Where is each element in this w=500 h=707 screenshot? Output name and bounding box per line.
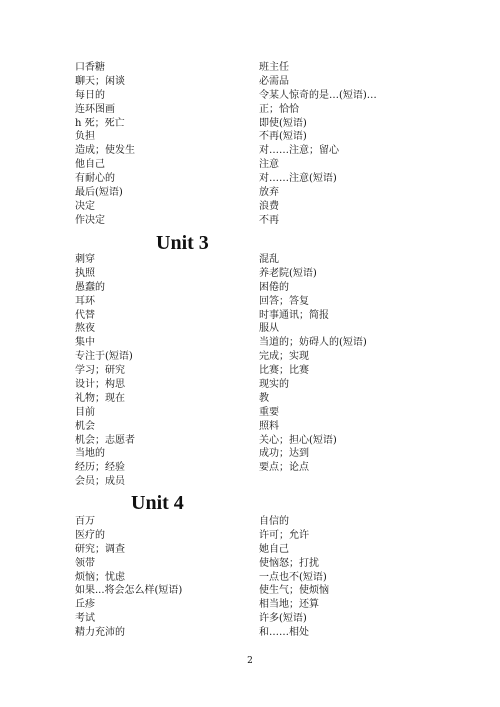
unit4-chinese-list-right (259, 515, 329, 640)
vocab-entry: 礼物；现在 (75, 392, 125, 404)
vocab-entry: 集中 (75, 337, 95, 349)
vocab-entry: 对……注意(短语) (259, 173, 337, 185)
vocab-entry: 使恼怒；打扰 (259, 557, 319, 569)
vocab-entry: 正；恰恰 (259, 103, 299, 115)
vocab-entry: 当地的 (75, 448, 105, 460)
vocab-entry: 负担 (75, 131, 95, 143)
unit2-chinese-list-right (259, 61, 377, 228)
unit-3-heading: Unit 3 (156, 232, 209, 254)
unit-4-heading: Unit 4 (131, 492, 184, 514)
vocab-entry: 熬夜 (75, 323, 95, 335)
vocab-entry: 代替 (75, 309, 95, 321)
vocab-entry: 作决定 (75, 214, 105, 226)
vocab-entry: 她自己 (259, 543, 289, 555)
vocab-entry: 执照 (75, 267, 95, 279)
vocab-entry: 聊天；闲谈 (75, 75, 125, 87)
vocab-entry: 愚蠢的 (75, 281, 105, 293)
vocab-entry: 机会；志愿者 (75, 434, 135, 446)
vocab-entry: 经历；经验 (75, 462, 125, 474)
vocab-entry: 回答；答复 (259, 295, 309, 307)
vocab-entry: 百万 (75, 516, 95, 527)
vocab-entry: 相当地；还算 (259, 599, 319, 611)
vocab-entry: 精力充沛的 (75, 627, 125, 639)
vocab-entry: 连环图画 (75, 103, 115, 115)
vocab-entry: 当道的；妨碍人的(短语) (259, 337, 367, 349)
unit4-chinese-list-left (75, 515, 182, 640)
vocab-entry: 放弃 (259, 187, 279, 199)
vocab-entry: 比赛；比赛 (259, 365, 309, 377)
unit3-chinese-list-left (75, 253, 135, 489)
vocab-entry: 医疗的 (75, 529, 105, 541)
vocab-entry: 设计；构思 (75, 379, 125, 391)
vocab-entry: 不再 (259, 214, 279, 226)
vocab-entry: 学习；研究 (75, 365, 125, 377)
vocab-entry: 决定 (75, 200, 95, 212)
vocab-entry: 重要 (259, 406, 279, 418)
vocab-entry: 许多(短语) (259, 613, 307, 625)
vocab-entry: 浪费 (259, 200, 279, 212)
vocab-entry: 他自己 (75, 159, 105, 171)
vocab-entry: 许可；允许 (259, 529, 309, 541)
vocab-entry: 和……相处 (259, 627, 309, 639)
vocab-entry: 机会 (75, 420, 95, 432)
vocab-entry: 要点；论点 (259, 462, 309, 474)
vocab-entry: h 死；死亡 (75, 117, 125, 129)
vocab-entry: 自信的 (259, 516, 289, 527)
vocab-entry: 必需品 (259, 75, 289, 87)
vocab-entry: 使生气；使烦恼 (259, 585, 329, 597)
vocab-entry: 照料 (259, 420, 279, 432)
vocab-entry: 烦恼；忧虑 (75, 571, 125, 583)
vocab-entry: 耳环 (75, 295, 95, 307)
vocab-entry: 现实的 (259, 379, 289, 391)
vocab-entry: 考试 (75, 613, 95, 625)
unit3-chinese-list-right (259, 253, 367, 475)
vocab-entry: 刺穿 (75, 254, 95, 265)
vocab-entry: 养老院(短语) (259, 267, 317, 279)
vocab-entry: 不再(短语) (259, 131, 307, 143)
vocab-entry: 注意 (259, 159, 279, 171)
vocab-entry: 对……注意；留心 (259, 145, 339, 157)
vocab-entry: 困倦的 (259, 281, 289, 293)
vocab-entry: 最后(短语) (75, 187, 123, 199)
vocab-entry: 口香糖 (75, 62, 105, 73)
vocab-entry: 即使(短语) (259, 117, 307, 129)
unit2-chinese-list-left (75, 61, 135, 228)
vocab-entry: 班主任 (259, 62, 289, 73)
vocab-entry: 如果...将会怎么样(短语) (75, 585, 183, 597)
vocab-entry: 目前 (75, 406, 95, 418)
vocab-entry: 完成；实现 (259, 351, 309, 363)
vocab-entry: 时事通讯；简报 (259, 309, 329, 321)
vocab-entry: 造成；使发生 (75, 145, 135, 157)
vocab-entry: 成功；达到 (259, 448, 309, 460)
vocab-entry: 令某人惊奇的是…(短语)… (259, 89, 377, 101)
vocab-entry: 会员；成员 (75, 476, 125, 488)
vocab-entry: 混乱 (259, 254, 279, 265)
vocab-entry: 有耐心的 (75, 173, 115, 185)
vocab-entry: 领带 (75, 557, 95, 569)
vocab-entry: 教 (259, 392, 269, 404)
vocab-entry: 关心；担心(短语) (259, 434, 337, 446)
vocab-entry: 丘疹 (75, 599, 95, 611)
page-number: 2 (247, 656, 253, 666)
vocab-entry: 研究；调查 (75, 543, 125, 555)
vocab-entry: 每日的 (75, 89, 105, 101)
vocab-entry: 一点也不(短语) (259, 571, 327, 583)
vocab-entry: 服从 (259, 323, 279, 335)
vocab-entry: 专注于(短语) (75, 351, 133, 363)
